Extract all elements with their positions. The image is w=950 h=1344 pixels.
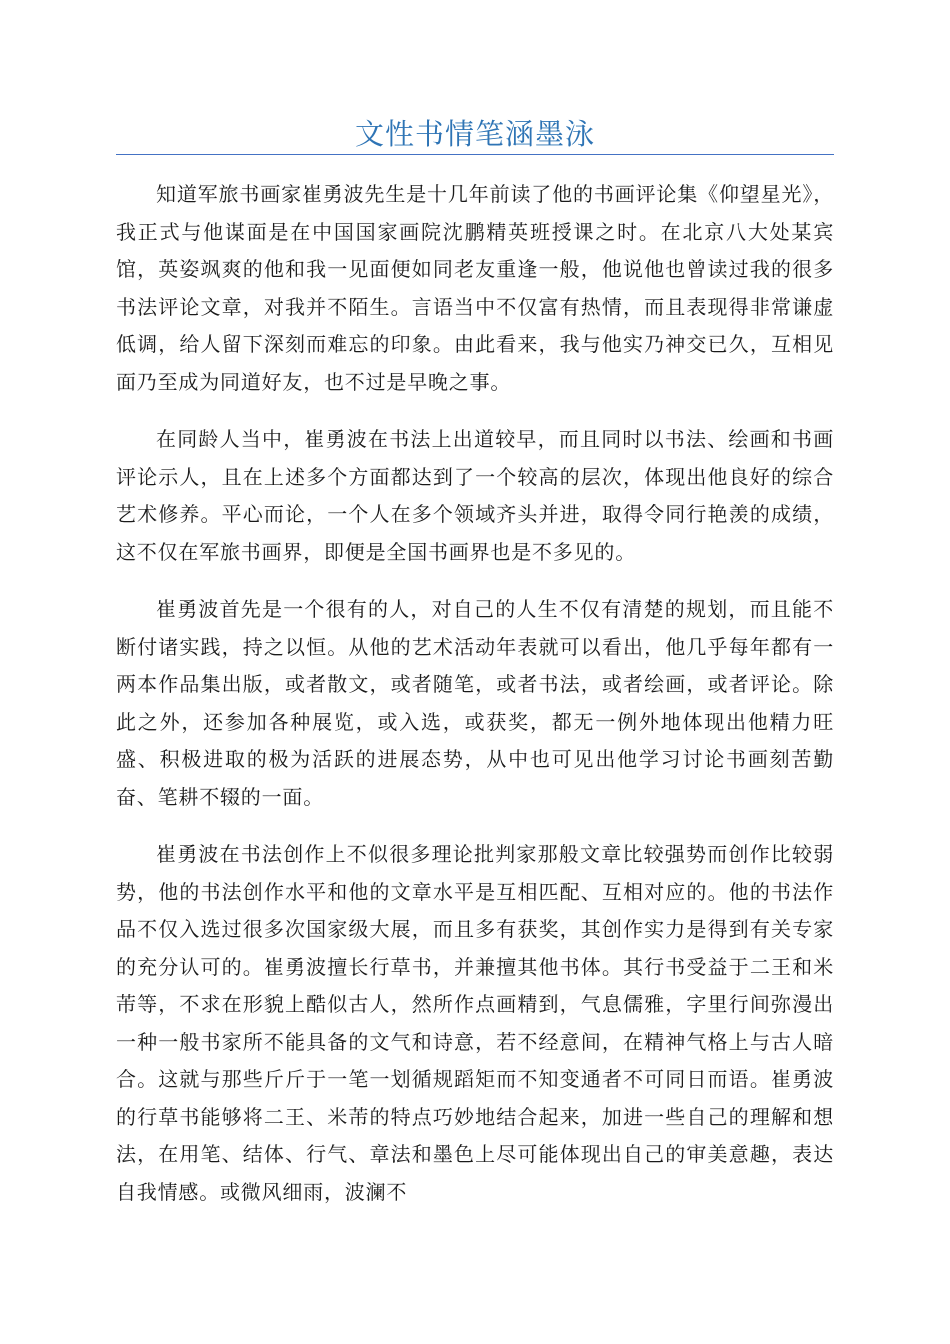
paragraph-4: 崔勇波在书法创作上不似很多理论批判家那般文章比较强势而创作比较弱势，他的书法创作水平和他的文章水平是互相匹配、互相对应的。他的书法作品不仅入选过很多次国家级大展，而且多有获奖，其创作实力是得到有关专家的充分认可的。崔勇波擅长行草书，并兼擅其他书体。其行书受益于二王和米芾等，不求在形貌上酷似古人，然所作点画精到，气息儒雅，字里行间弥漫出一种一般书家所不能具备的文气和诗意，若不经意间，在精神气格上与古人暗合。这就与那些斤斤于一笔一划循规蹈矩而不知变通者不可同日而语。崔勇波的行草书能够将二王、米芾的特点巧妙地结合起来，加进一些自己的理解和想法，在用笔、结体、行气、章法和墨色上尽可能体现出自己的审美意趣，表达自我情感。或微风细雨，波澜不 [116, 842, 834, 1204]
title-underline [116, 154, 834, 155]
paragraph-1: 知道军旅书画家崔勇波先生是十几年前读了他的书画评论集《仰望星光》，我正式与他谋面是在中国国家画院沈鹏精英班授课之时。在北京八大处某宾馆，英姿飒爽的他和我一见面便如同老友重逢一般，他说他也曾读过我的很多书法评论文章，对我并不陌生。言语当中不仅富有热情，而且表现得非常谦虚低调，给人留下深刻而难忘的印象。由此看来，我与他实乃神交已久，互相见面乃至成为同道好友，也不过是早晚之事。 [116, 182, 834, 394]
document-body [116, 176, 834, 1231]
paragraph-3: 崔勇波首先是一个很有的人，对自己的人生不仅有清楚的规划，而且能不断付诸实践，持之以恒。从他的艺术活动年表就可以看出，他几乎每年都有一两本作品集出版，或者散文，或者随笔，或者书法，或者绘画，或者评论。除此之外，还参加各种展览，或入选，或获奖，都无一例外地体现出他精力旺盛、积极进取的极为活跃的进展态势，从中也可见出他学习讨论书画刻苦勤奋、笔耕不辍的一面。 [116, 597, 834, 809]
paragraph-2: 在同龄人当中，崔勇波在书法上出道较早，而且同时以书法、绘画和书画评论示人，且在上述多个方面都达到了一个较高的层次，体现出他良好的综合艺术修养。平心而论，一个人在多个领域齐头并进，取得令同行艳羡的成绩，这不仅在军旅书画界，即便是全国书画界也是不多见的。 [116, 427, 834, 564]
document-title: 文性书情笔涵墨泳 [354, 117, 595, 151]
